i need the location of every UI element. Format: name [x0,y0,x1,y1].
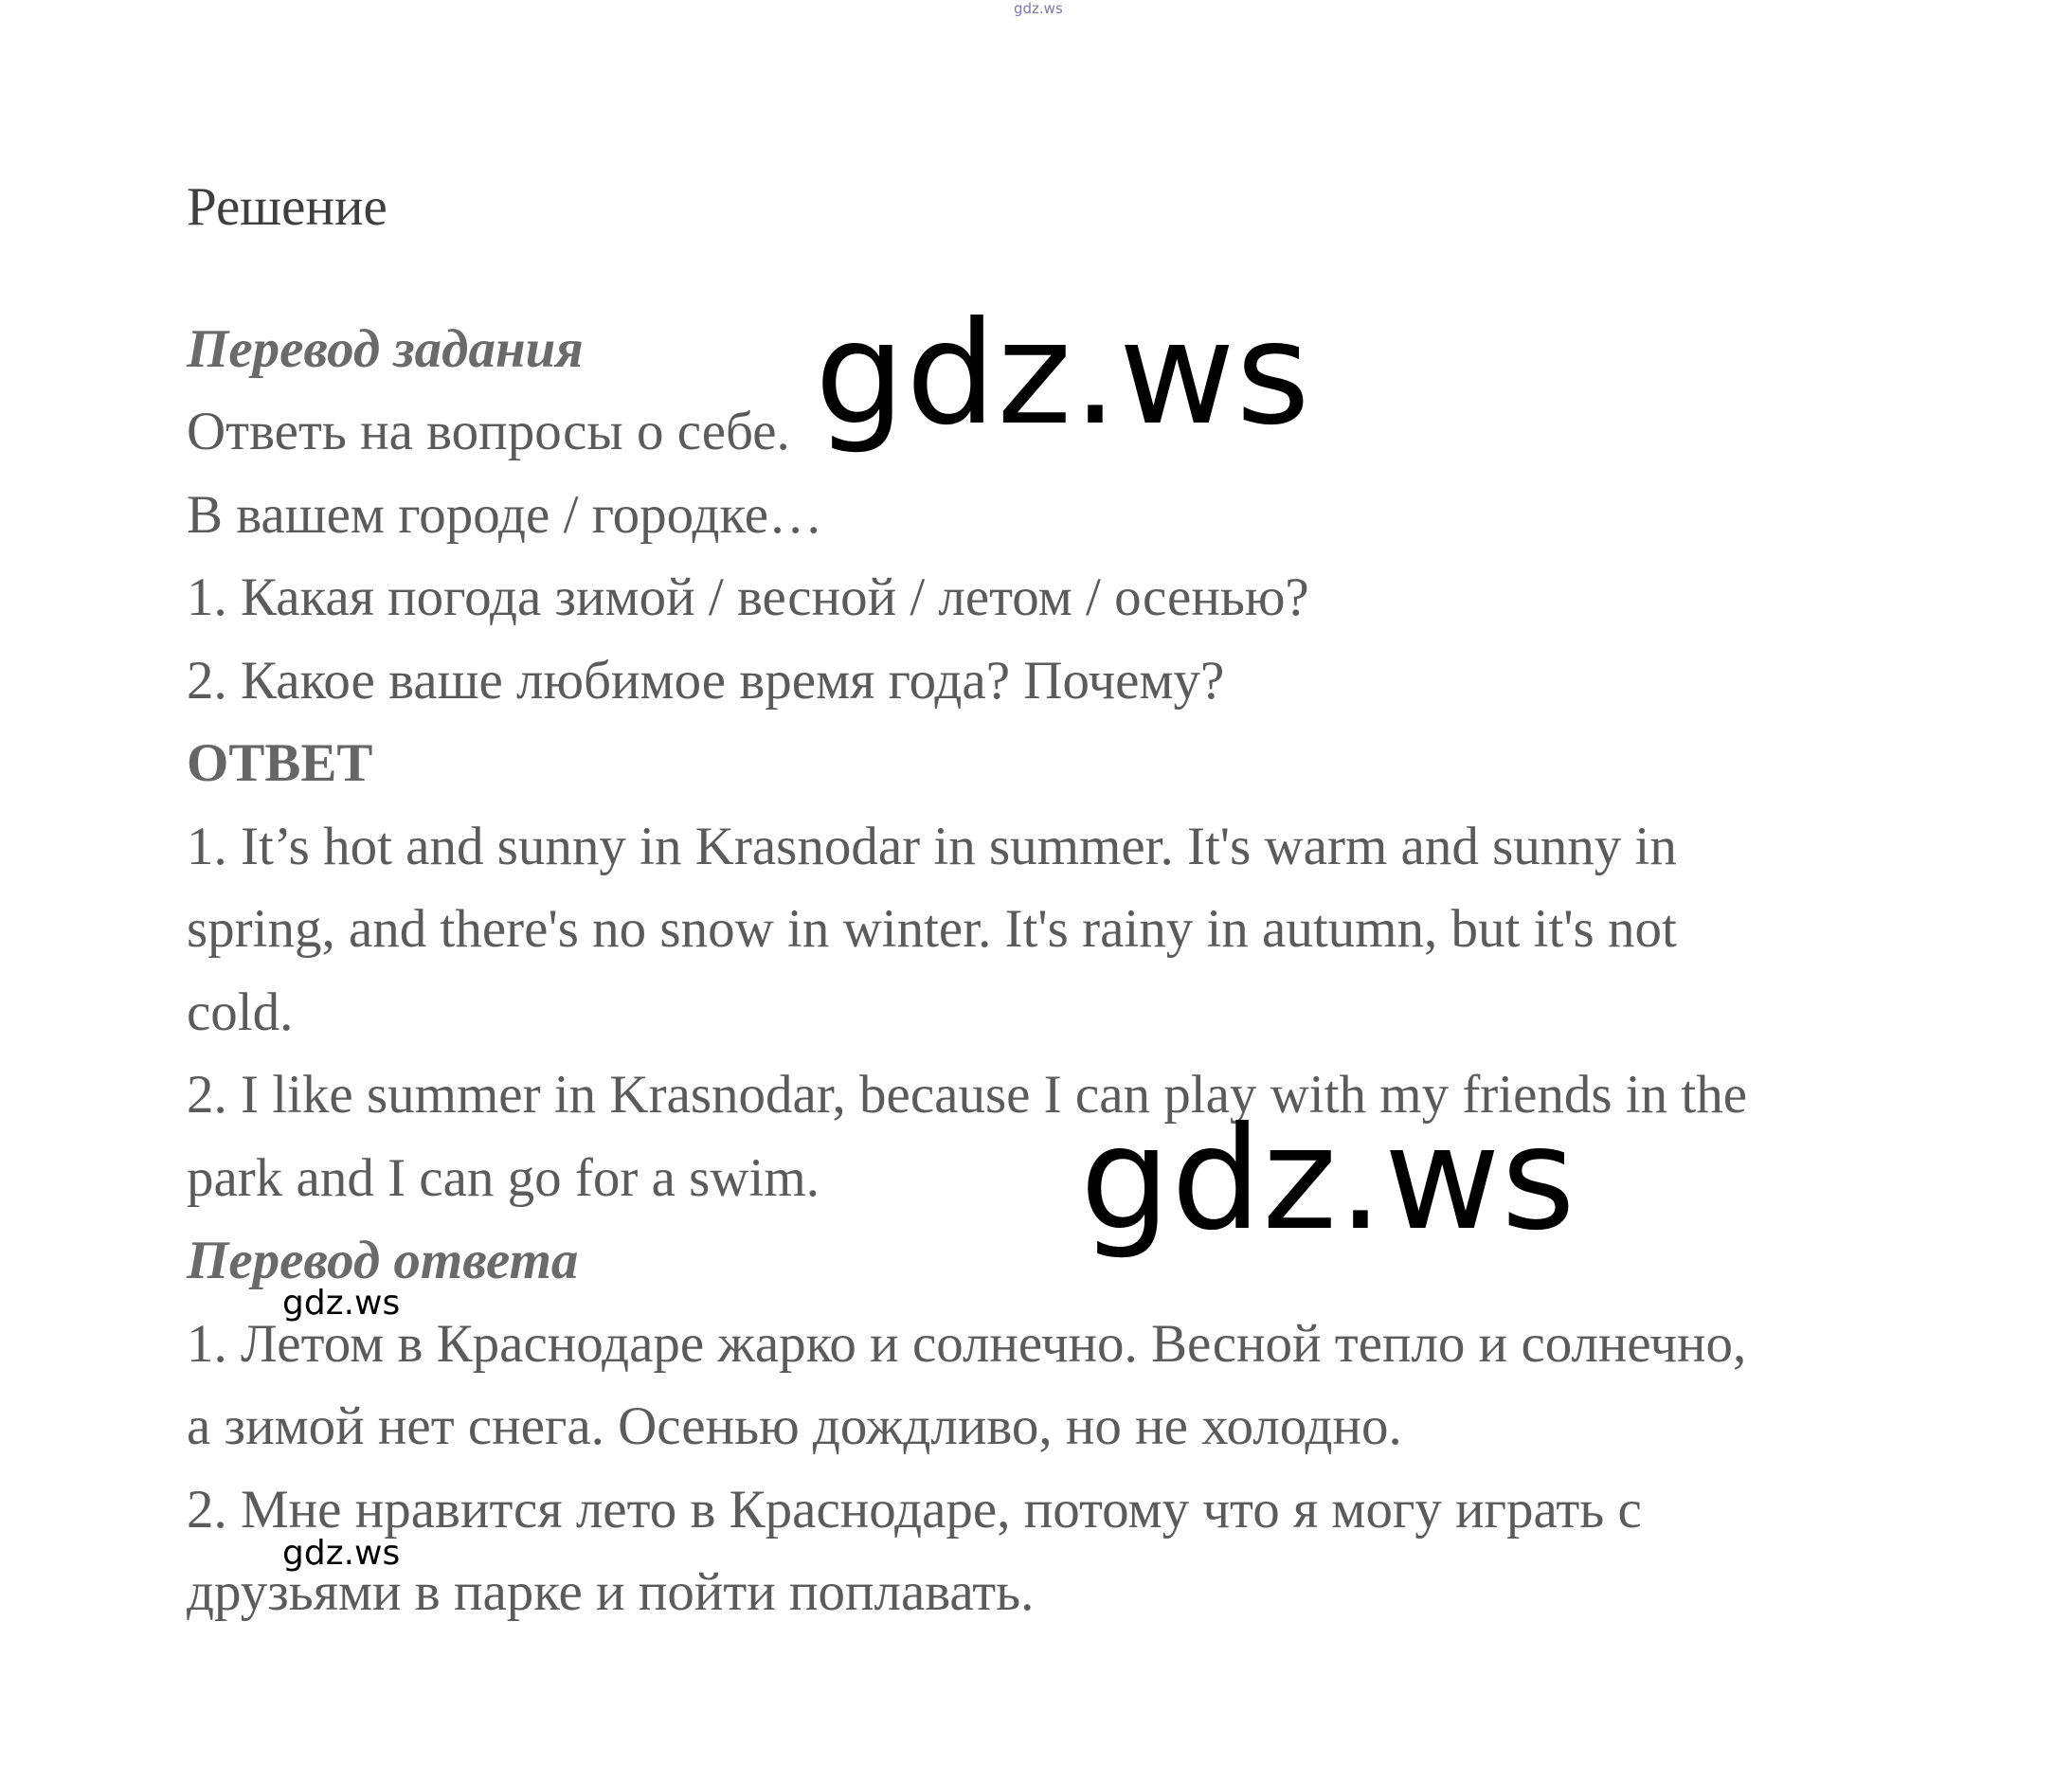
answer-translation-line-2: а зимой нет снега. Осенью дождливо, но не холодно. [187,1396,1402,1456]
answer-line-1: 1. It’s hot and sunny in Krasnodar in summer. It's warm and sunny in [187,817,1677,876]
watermark-small-1: gdz.ws [282,1284,401,1323]
task-translation-heading: Перевод задания [187,319,584,379]
answer-line-2: spring, and there's no snow in winter. It's rainy in autumn, but it's not [187,899,1677,959]
header-watermark: gdz.ws [1014,0,1063,17]
answer-translation-line-3: 2. Мне нравится лето в Краснодаре, потому что я могу играть с [187,1480,1642,1540]
task-line-1: Ответь на вопросы о себе. [187,402,790,461]
answer-translation-line-1: 1. Летом в Краснодаре жарко и солнечно. Весной тепло и солнечно, [187,1314,1747,1374]
answer-translation-line-4: друзьями в парке и пойти поплавать. [187,1562,1035,1622]
watermark-large-1: gdz.ws [815,292,1311,457]
task-line-3: 1. Какая погода зимой / весной / летом / осенью? [187,567,1309,627]
task-line-2: В вашем городе / городке… [187,485,823,545]
answer-line-3: cold. [187,982,294,1042]
task-line-4: 2. Какое ваше любимое время года? Почему? [187,651,1225,711]
watermark-small-2: gdz.ws [282,1534,401,1573]
answer-line-5: park and I can go for a swim. [187,1148,820,1208]
answer-translation-heading: Перевод ответа [187,1231,579,1290]
page-title: Решение [187,177,387,237]
answer-line-4: 2. I like summer in Krasnodar, because I can play with my friends in the [187,1065,1748,1125]
watermark-large-2: gdz.ws [1080,1097,1577,1262]
answer-heading: ОТВЕТ [187,733,373,793]
